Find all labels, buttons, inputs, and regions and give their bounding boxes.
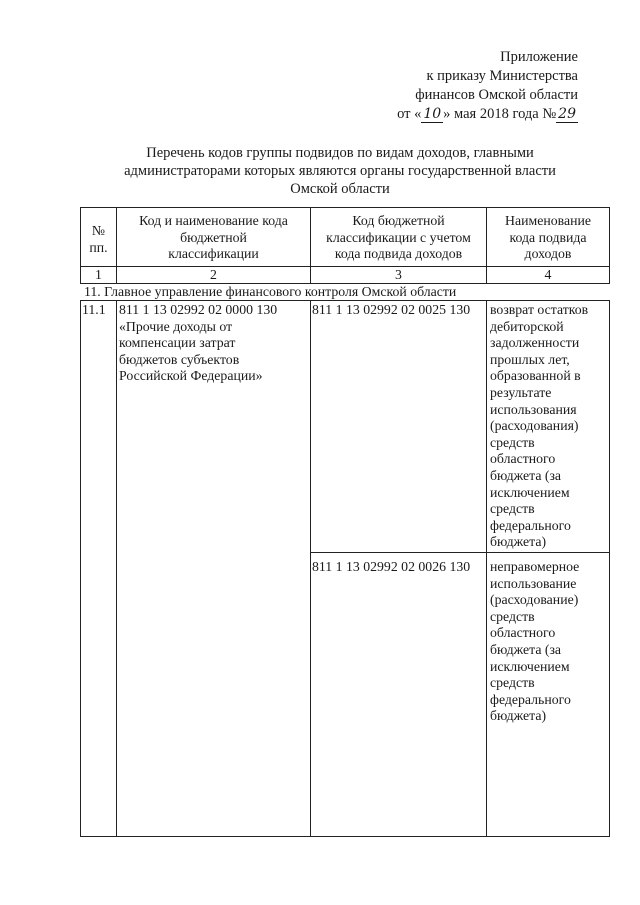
desc-line: средств <box>490 434 535 450</box>
table-rule <box>80 207 610 208</box>
sub-code: 811 1 13 02992 02 0026 130 <box>312 559 471 574</box>
sub-description <box>490 559 610 725</box>
desc-line: бюджета (за <box>490 467 562 483</box>
header-text: Код бюджетной <box>352 213 445 228</box>
desc-line: федерального <box>490 691 571 707</box>
title-line: администраторами которых являются органы государственной власти <box>124 163 556 179</box>
title-line: Омской области <box>290 181 390 197</box>
desc-line: областного <box>490 625 556 641</box>
desc-line: использования <box>490 401 577 417</box>
appendix-date-line <box>397 105 578 124</box>
desc-line: бюджета) <box>490 708 547 724</box>
desc-line: бюджета (за <box>490 641 562 657</box>
appendix-line: финансов Омской области <box>415 87 578 103</box>
row-name-line: компенсации затрат <box>119 335 236 351</box>
desc-line: возврат остатков <box>490 302 589 317</box>
row-name-line: «Прочие доходы от <box>119 318 233 334</box>
header-code-sub <box>311 213 486 263</box>
document-title <box>100 144 580 198</box>
desc-line: средств <box>490 675 535 691</box>
header-text: пп. <box>89 239 108 255</box>
desc-line: бюджета) <box>490 534 547 550</box>
header-text: доходов <box>524 246 572 262</box>
desc-line: неправомерное <box>490 559 580 574</box>
date-prefix: от « <box>397 106 422 122</box>
table-rule <box>80 836 610 837</box>
col-number: 1 <box>95 267 102 282</box>
header-text: Код и наименование кода <box>139 213 288 228</box>
col-number: 2 <box>210 267 217 282</box>
appendix-line: к приказу Министерства <box>426 68 578 84</box>
codes-table <box>80 207 610 837</box>
header-text: Наименование <box>505 213 591 228</box>
desc-line: исключением <box>490 658 570 674</box>
desc-line: дебиторской <box>490 318 564 334</box>
desc-line: средств <box>490 501 535 517</box>
desc-line: прошлых лет, <box>490 351 570 367</box>
desc-line: результате <box>490 384 552 400</box>
header-code-name <box>117 213 310 263</box>
row-code-name <box>119 302 310 385</box>
appendix-block <box>397 48 578 124</box>
table-rule <box>310 300 311 837</box>
header-text: бюджетной <box>180 229 247 245</box>
desc-line: (расходования) <box>490 418 579 434</box>
row-code: 811 1 13 02992 02 0000 130 <box>119 302 278 317</box>
header-text: классификации с учетом <box>326 229 471 245</box>
table-rule <box>310 552 610 553</box>
desc-line: задолженности <box>490 335 580 351</box>
desc-line: исключением <box>490 484 570 500</box>
section-title: 11. Главное управление финансового контроля Омской области <box>84 284 457 299</box>
desc-line: (расходование) <box>490 592 579 608</box>
table-rule <box>486 300 487 837</box>
col-number: 3 <box>395 267 402 282</box>
appendix-line: Приложение <box>500 49 578 65</box>
table-rule <box>116 300 117 837</box>
sub-description <box>490 302 610 551</box>
table-rule <box>80 300 81 837</box>
title-line: Перечень кодов группы подвидов по видам доходов, главными <box>146 145 534 161</box>
desc-line: средств <box>490 608 535 624</box>
header-text: кода подвида доходов <box>334 246 463 262</box>
order-number: 29 <box>558 106 576 122</box>
desc-line: федерального <box>490 517 571 533</box>
row-name-line: бюджетов субъектов <box>119 351 240 367</box>
col-number: 4 <box>544 267 552 282</box>
header-sub-name <box>487 213 609 263</box>
table-rule <box>609 207 610 283</box>
header-num <box>81 223 116 256</box>
header-text: № <box>91 223 106 238</box>
desc-line: образованной в <box>490 368 581 384</box>
desc-line: областного <box>490 451 556 467</box>
header-text: кода подвида <box>509 229 587 245</box>
desc-line: использование <box>490 575 577 591</box>
row-number: 11.1 <box>82 302 106 317</box>
row-name-line: Российской Федерации» <box>119 368 263 384</box>
date-mid: » мая 2018 года № <box>443 106 557 122</box>
header-text: классификации <box>168 246 259 262</box>
sub-code: 811 1 13 02992 02 0025 130 <box>312 302 471 317</box>
date-day: 10 <box>423 106 442 122</box>
